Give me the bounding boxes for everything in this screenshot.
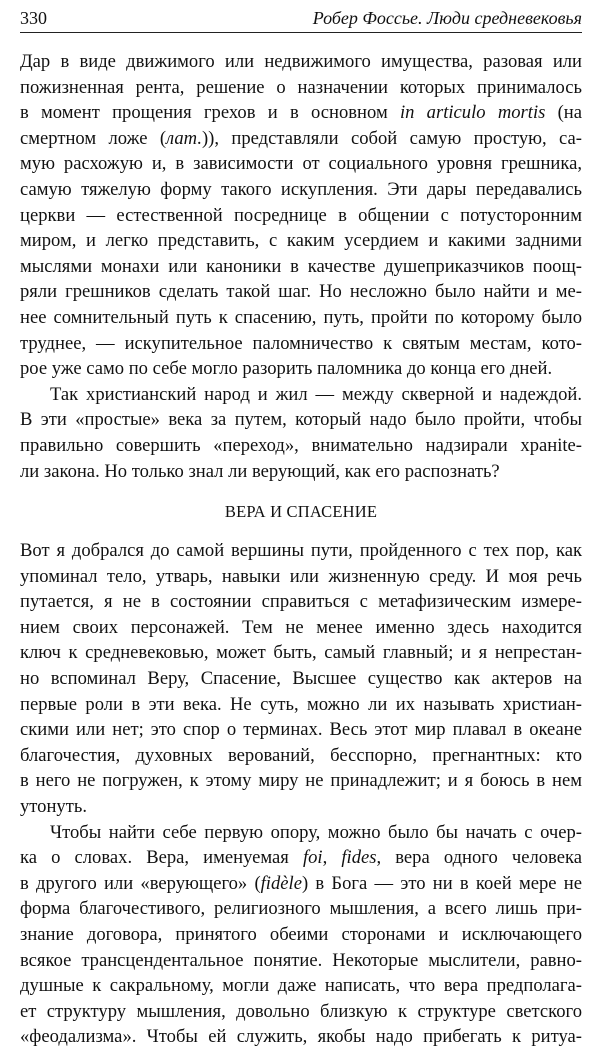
text-line: всякое трансцендентальное понятие. Некоторые мыслители, равно- [20, 949, 582, 971]
page-number: 330 [20, 8, 47, 28]
text-line: скими или нет; это спор о терминах. Весь этот мир плавал в океане [20, 719, 582, 741]
section-heading: ВЕРА И СПАСЕНИЕ [224, 502, 378, 522]
text-line: благочестия, духовных верований, бесспорно, прегнантных: кто [20, 744, 582, 766]
text-line: но вспоминал Веру, Спасение, Высшее существо как актеров на [20, 668, 582, 690]
paragraph-4 [20, 820, 582, 1050]
text-line: ка о словах. Вера, именуемая foi, fides, вера одного человека [20, 847, 582, 869]
text-line: смертном ложе (лат.)), представляли собой самую простую, са- [20, 127, 582, 149]
paragraph-1 [20, 49, 582, 382]
text-line: Чтобы найти себе первую опору, можно было бы начать с очер- [50, 821, 582, 843]
running-header [20, 6, 582, 33]
text-line: Так христианский народ и жил — между скверной и надеждой. [50, 383, 582, 405]
paragraph-3 [20, 538, 582, 820]
text-line: труднее, — искупительное паломничество к святым местам, кото- [20, 332, 582, 354]
text-line: правильно совершить «переход», внимательно надзирали хранite- [20, 434, 582, 456]
running-title: Робер Фоссье. Люди средневековья [312, 8, 582, 28]
text-line: знание договора, принятого обеими сторонами и исключающего [20, 924, 582, 945]
text-line: первые роли в эти века. Не суть, можно ли их называть христиан- [20, 693, 582, 715]
text-line: нием своих персонажей. Тем не менее именно здесь находится [20, 616, 582, 638]
text-line: «феодализма». Чтобы ей служить, якобы надо прибегать к ритуа- [20, 1026, 582, 1048]
text-line: церкви — естественной посреднице в общении с потусторонним [20, 204, 582, 226]
body-text [20, 49, 582, 1050]
text-line: в другого или «верующего» (fidèle) в Бога — это ни в коей мере не [20, 872, 582, 894]
text-line: Вот я добрался до самой вершины пути, пройденного с тех пор, как [20, 540, 582, 562]
text-line: мую расхожую и, в зависимости от социального уровня грешника, [20, 153, 582, 175]
text-line: В эти «простые» века за путем, который надо было пройти, чтобы [20, 409, 582, 431]
text-line: нее сомнительный путь к спасению, путь, пройти по которому было [20, 306, 582, 328]
text-line: упоминал тело, утварь, навыки или жизненную среду. И моя речь [20, 565, 582, 587]
text-line: рое уже само по себе могло разорить паломника до конца его дней. [20, 358, 553, 380]
text-line: душные к сакральному, могли даже написать, что вера предполага- [20, 975, 582, 997]
text-line: в момент прощения грехов и в основном in articulo mortis (на [20, 102, 583, 124]
text-line: ли закона. Но только знал ли верующий, как его распознать? [20, 460, 500, 482]
paragraph-2 [20, 382, 582, 484]
text-line: ряли грешников сделать такой шаг. Но несложно было найти и ме- [20, 281, 582, 303]
text-line: форма благочестивого, религиозного мышления, а всего лишь при- [20, 898, 582, 920]
text-line: самую тяжелую форму такого искупления. Эти дары передавались [20, 178, 582, 200]
text-line: в него не погружен, к этому миру не принадлежит; и я боюсь в нем [20, 770, 582, 792]
text-line: Дар в виде движимого или недвижимого имущества, разовая или [20, 51, 582, 72]
text-line: путается, я не в состоянии справиться с метафизическим измере- [20, 591, 582, 613]
text-line: миром, и легко представить, с каким усердием и какими задними [20, 230, 582, 252]
book-page [20, 0, 583, 1048]
text-line: пожизненная рента, решение о назначении которых принималось [20, 76, 582, 98]
text-line: утонуть. [20, 796, 87, 818]
text-line: мыслями монахи или каноники в качестве душеприказчиков поощ- [20, 255, 582, 277]
text-line: ет структуру мышления, довольно близкую к структуре светского [20, 1000, 582, 1022]
text-line: ключ к средневековью, может быть, самый главный; и я непрестан- [20, 642, 582, 664]
